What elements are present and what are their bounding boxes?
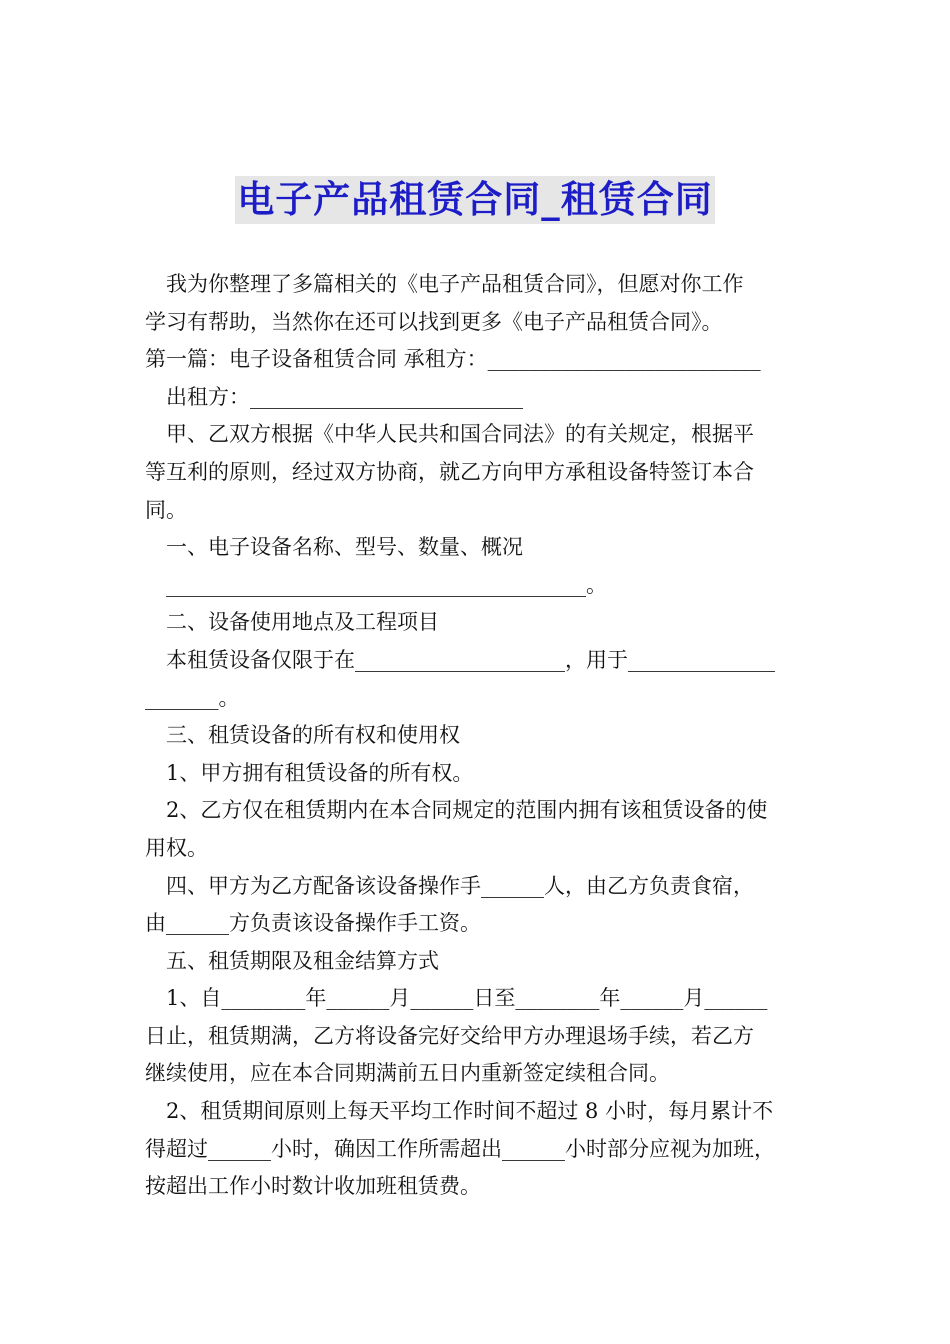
paragraph-line: 2、乙方仅在租赁期内在本合同规定的范围内拥有该租赁设备的使	[166, 798, 768, 823]
paragraph-line: 我为你整理了多篇相关的《电子产品租赁合同》，但愿对你工作	[166, 272, 744, 296]
paragraph-line: 等互利的原则，经过双方协商，就乙方向甲方承租设备特签订本合	[145, 459, 754, 484]
clause-heading: 二、设备使用地点及工程项目	[166, 610, 439, 635]
document-body	[145, 266, 815, 1206]
paragraph-line: 1、自________年______月______日至________年______月______	[166, 986, 768, 1011]
paragraph-line: 本租赁设备仅限于在____________________，用于______________	[166, 647, 775, 672]
paragraph-line: 由______方负责该设备操作手工资。	[145, 911, 481, 936]
clause-heading: 四、甲方为乙方配备该设备操作手______人，由乙方负责食宿，	[166, 873, 754, 898]
section-heading: 第一篇：电子设备租赁合同 承租方：__________________________	[145, 347, 761, 372]
paragraph-line: 出租方：__________________________	[166, 384, 523, 409]
paragraph-line: 同。	[145, 497, 187, 522]
paragraph-line: 学习有帮助，当然你在还可以找到更多《电子产品租赁合同》。	[145, 309, 723, 334]
clause-heading: 一、电子设备名称、型号、数量、概况	[166, 535, 523, 560]
paragraph-line: _______。	[145, 685, 240, 710]
paragraph-line: 用权。	[145, 835, 208, 860]
clause-heading: 三、租赁设备的所有权和使用权	[166, 723, 460, 748]
clause-heading: 五、租赁期限及租金结算方式	[166, 948, 439, 973]
title-container	[0, 176, 950, 224]
paragraph-line: 2、租赁期间原则上每天平均工作时间不超过 8 小时，每月累计不	[166, 1099, 774, 1124]
paragraph-line: 1、甲方拥有租赁设备的所有权。	[166, 760, 474, 785]
paragraph-line: 按超出工作小时数计收加班租赁费。	[145, 1174, 481, 1199]
paragraph-line: ________________________________________。	[166, 572, 607, 597]
document-title: 电子产品租赁合同_租赁合同	[235, 176, 715, 224]
paragraph-line: 继续使用，应在本合同期满前五日内重新签定续租合同。	[145, 1061, 670, 1086]
paragraph-line: 得超过______小时，确因工作所需超出______小时部分应视为加班，	[145, 1136, 775, 1161]
paragraph-line: 日止，租赁期满，乙方将设备完好交给甲方办理退场手续，若乙方	[145, 1023, 754, 1048]
paragraph-line: 甲、乙双方根据《中华人民共和国合同法》的有关规定，根据平	[166, 422, 754, 447]
